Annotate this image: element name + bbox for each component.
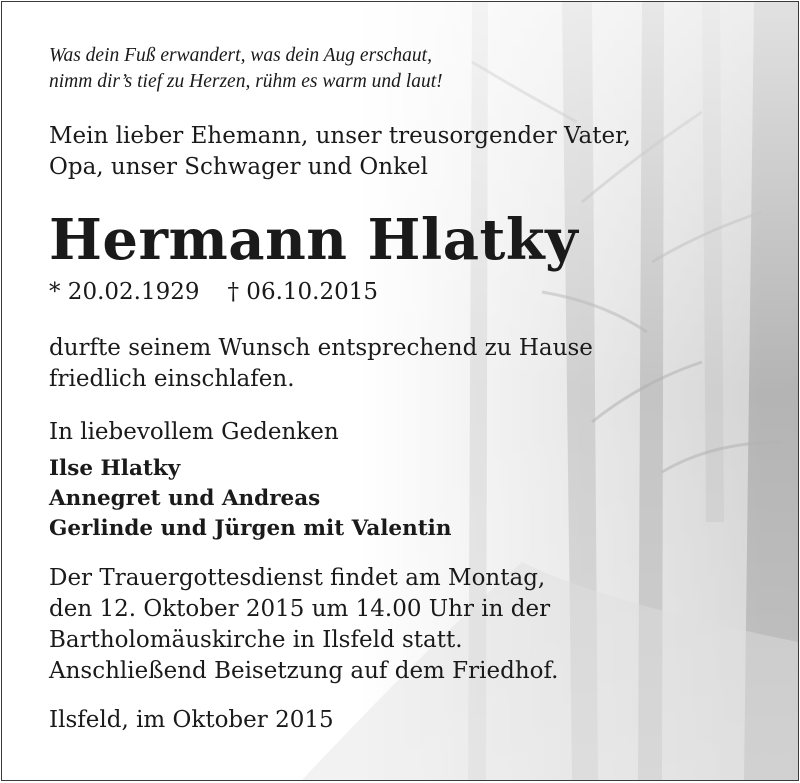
mourner-name: Ilse Hlatky	[49, 456, 181, 481]
service-line: den 12. Oktober 2015 um 14.00 Uhr in der	[49, 596, 551, 622]
obituary-card	[1, 1, 799, 781]
passing-line: durfte seinem Wunsch entsprechend zu Hause	[49, 335, 593, 361]
deceased-name: Hermann Hlatky	[49, 207, 579, 273]
service-info	[49, 563, 558, 687]
memory-text: In liebevollem Gedenken	[49, 419, 339, 445]
intro-text	[49, 121, 631, 183]
mourner-name: Annegret und Andreas	[49, 486, 321, 511]
motto-line: nimm dir’s tief zu Herzen, rühm es warm und laut!	[49, 71, 443, 92]
place-and-date: Ilsfeld, im Oktober 2015	[49, 707, 334, 733]
motto-verse	[49, 43, 443, 95]
service-line: Bartholomäuskirche in Ilsfeld statt.	[49, 627, 463, 653]
intro-line: Mein lieber Ehemann, unser treusorgender Vater,	[49, 123, 631, 149]
death-date: † 06.10.2015	[227, 279, 378, 305]
obituary-text	[2, 2, 798, 780]
life-dates	[49, 277, 378, 308]
service-line: Der Trauergottesdienst findet am Montag,	[49, 565, 546, 591]
service-line: Anschließend Beisetzung auf dem Friedhof.	[49, 658, 559, 684]
mourners-list	[49, 454, 451, 544]
intro-line: Opa, unser Schwager und Onkel	[49, 154, 428, 180]
mourner-name: Gerlinde und Jürgen mit Valentin	[49, 516, 452, 541]
passing-line: friedlich einschlafen.	[49, 366, 295, 392]
birth-date: * 20.02.1929	[49, 279, 200, 305]
motto-line: Was dein Fuß erwandert, was dein Aug erschaut,	[49, 45, 432, 66]
passing-text	[49, 333, 593, 395]
